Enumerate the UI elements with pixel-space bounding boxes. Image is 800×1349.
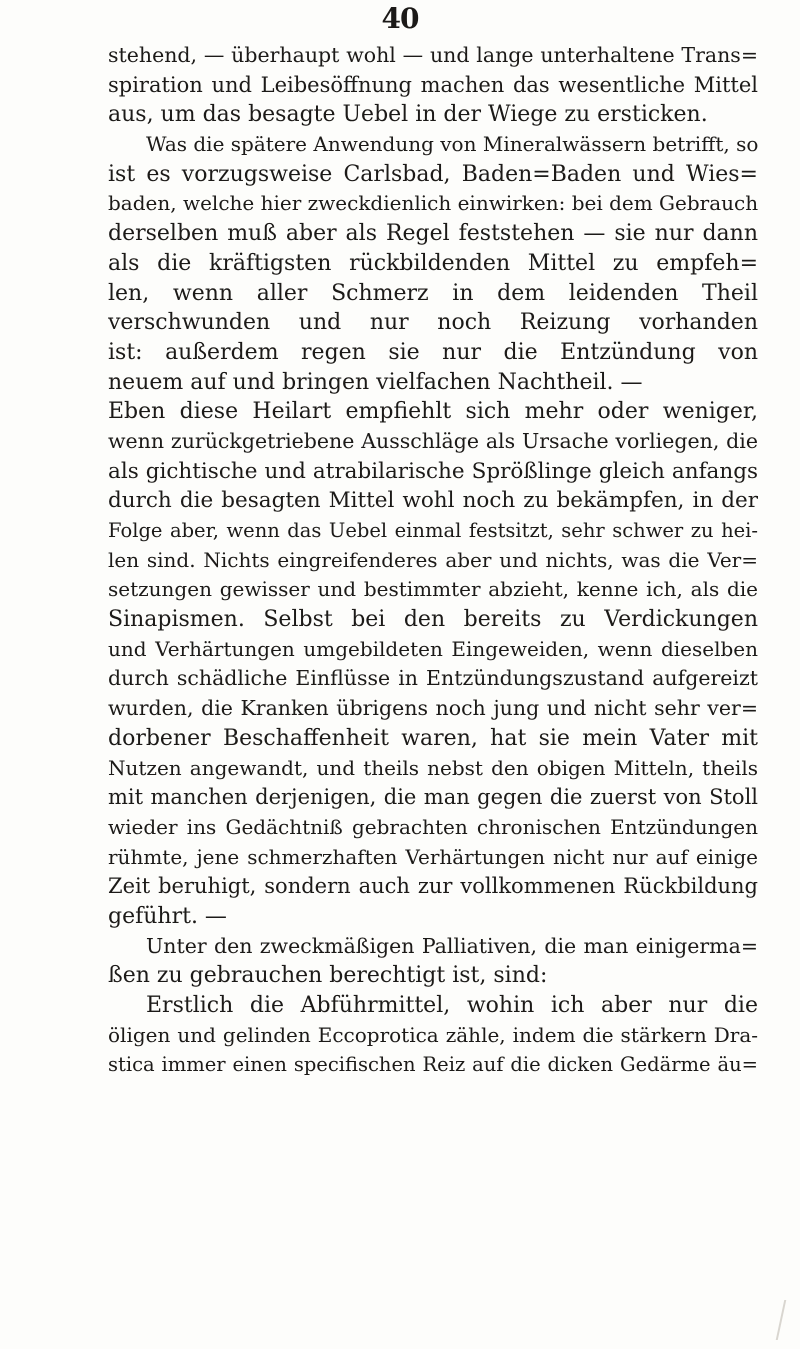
- text-line: als die kräftigsten rückbildenden Mittel zu empfeh=: [108, 250, 758, 276]
- text-line: Was die spätere Anwendung von Mineralwässern betrifft, so: [146, 132, 758, 157]
- text-line: Sinapismen. Selbst bei den bereits zu Verdickungen: [108, 607, 758, 633]
- text-line: Folge aber, wenn das Uebel einmal festsitzt, sehr schwer zu hei-: [108, 519, 758, 542]
- page-number: 40: [381, 2, 419, 35]
- text-line: len, wenn aller Schmerz in dem leidenden Theil: [108, 280, 758, 306]
- text-line: ist: außerdem regen sie nur die Entzündung von: [108, 339, 758, 365]
- text-line: öligen und gelinden Eccoprotica zähle, indem die stärkern Dra-: [108, 1022, 758, 1047]
- text-line: durch schädliche Einflüsse in Entzündungszustand aufgereizt: [108, 666, 758, 691]
- text-line: setzungen gewisser und bestimmter abzieht, kenne ich, als die: [108, 577, 758, 602]
- text-line: aus, um das besagte Uebel in der Wiege zu ersticken.: [108, 102, 708, 128]
- text-line: neuem auf und bringen vielfachen Nachtheil. —: [108, 369, 643, 395]
- text-line: durch die besagten Mittel wohl noch zu bekämpfen, in der: [108, 488, 758, 514]
- text-line: und Verhärtungen umgebildeten Eingeweiden, wenn dieselben: [108, 636, 758, 661]
- text-line: mit manchen derjenigen, die man gegen die zuerst von Stoll: [108, 785, 758, 810]
- body-text: [108, 41, 758, 1080]
- text-line: wieder ins Gedächtniß gebrachten chronischen Entzündungen: [108, 814, 758, 839]
- text-line: len sind. Nichts eingreifenderes aber und nichts, was die Ver=: [108, 547, 758, 572]
- text-line: Unter den zweckmäßigen Palliativen, die man einigerma=: [146, 933, 758, 958]
- text-line: Erstlich die Abführmittel, wohin ich aber nur die: [146, 993, 758, 1018]
- text-line: als gichtische und atrabilarische Sprößlinge gleich anfangs: [108, 458, 758, 484]
- text-line: Zeit beruhigt, sondern auch zur vollkommenen Rückbildung: [108, 874, 758, 899]
- text-line: derselben muß aber als Regel feststehen — sie nur dann: [108, 221, 758, 247]
- text-line: baden, welche hier zweckdienlich einwirken: bei dem Gebrauch: [108, 191, 758, 216]
- text-line: wurden, die Kranken übrigens noch jung und nicht sehr ver=: [108, 696, 758, 721]
- text-line: verschwunden und nur noch Reizung vorhanden: [108, 310, 758, 336]
- page-edge-mark: [776, 1300, 800, 1340]
- text-line: ßen zu gebrauchen berechtigt ist, sind:: [108, 963, 548, 989]
- text-line: geführt. —: [108, 903, 227, 929]
- text-line: dorbener Beschaffenheit waren, hat sie mein Vater mit: [108, 725, 758, 751]
- text-line: ist es vorzugsweise Carlsbad, Baden=Baden und Wies=: [108, 161, 758, 187]
- text-line: Eben diese Heilart empfiehlt sich mehr oder weniger,: [108, 399, 758, 425]
- text-line: wenn zurückgetriebene Ausschläge als Ursache vorliegen, die: [108, 428, 758, 453]
- text-line: stica immer einen specifischen Reiz auf die dicken Gedärme äu=: [108, 1053, 758, 1077]
- text-line: stehend, — überhaupt wohl — und lange unterhaltene Trans=: [108, 43, 758, 67]
- text-line: rühmte, jene schmerzhaften Verhärtungen nicht nur auf einige: [108, 844, 758, 869]
- text-line: spiration und Leibesöffnung machen das wesentliche Mittel: [108, 72, 758, 97]
- text-line: Nutzen angewandt, und theils nebst den obigen Mitteln, theils: [108, 755, 758, 780]
